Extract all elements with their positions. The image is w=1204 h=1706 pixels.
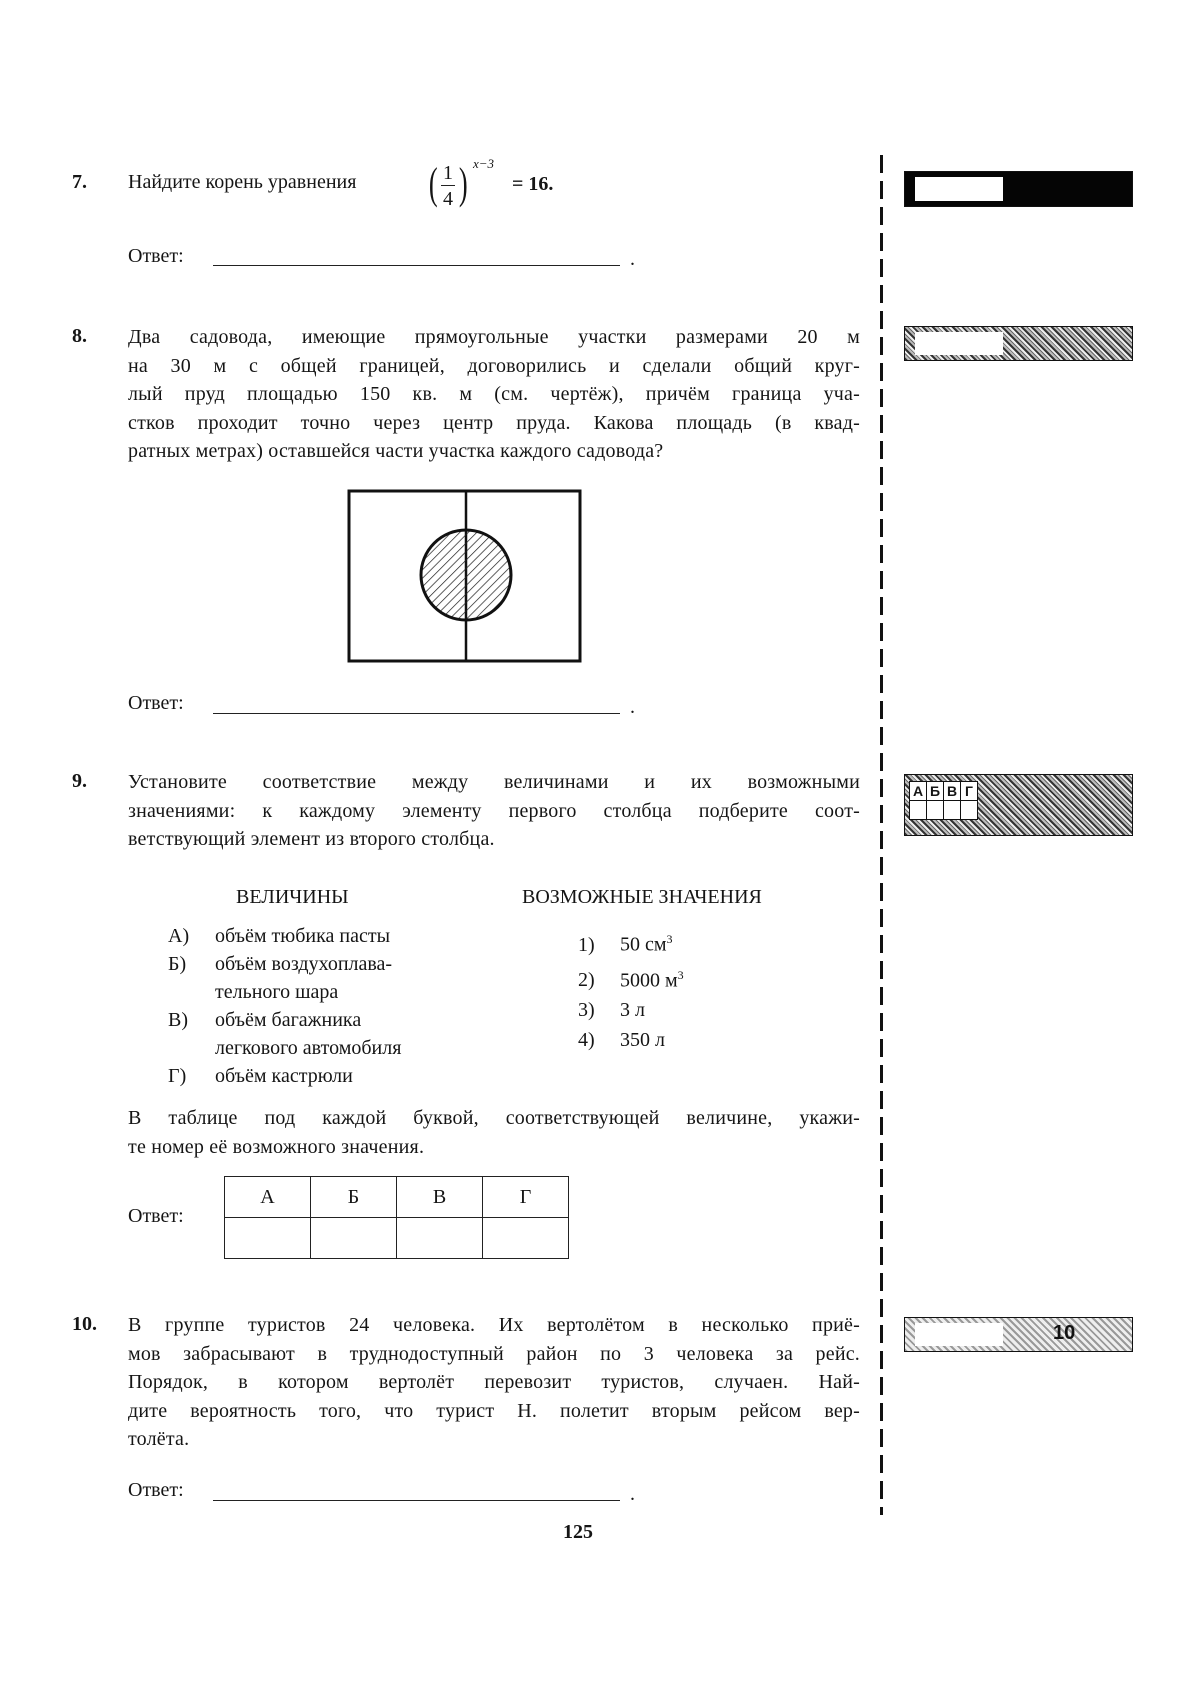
question-10-number: 10. <box>72 1313 97 1335</box>
answer-cell-g[interactable] <box>483 1218 569 1259</box>
quantities-list: А) объём тюбика пасты Б) объём воздухоплава- тельного шара В) объём багажника легкового автомобиля Г) объём кастрюли <box>168 922 401 1090</box>
quantity-item: А) объём тюбика пасты <box>168 925 391 947</box>
side-letter: Г <box>961 782 978 801</box>
text-line: мов забрасывают в труднодоступный район по 3 человека за рейс. <box>128 1342 860 1365</box>
text-line: Два садовода, имеющие прямоугольные участки размерами 20 м <box>128 326 860 348</box>
answer-cell-a[interactable] <box>225 1218 311 1259</box>
text-line: значениями: к каждому элементу первого столбца подберите соот- <box>128 799 860 822</box>
page-number: 125 <box>563 1521 593 1543</box>
table-header-b: Б <box>311 1177 397 1218</box>
table-header-v: В <box>397 1177 483 1218</box>
side-question-number: 10 <box>1053 1322 1076 1344</box>
answer-box-8[interactable] <box>904 326 1133 361</box>
cut-line <box>880 155 883 1515</box>
answer-box-9[interactable] <box>904 774 1133 836</box>
text-line: стков проходит точно через центр пруда. Какова площадь (в квад- <box>128 411 860 434</box>
quantities-header: ВЕЛИЧИНЫ <box>236 886 349 908</box>
pond-circle <box>421 530 511 620</box>
question-9-instruction <box>128 1104 860 1161</box>
values-list <box>578 924 684 1055</box>
text-line: дите вероятность того, что турист Н. полетит вторым рейсом вер- <box>128 1399 860 1422</box>
answer-cell-v[interactable] <box>397 1218 483 1259</box>
quantity-item: Г) объём кастрюли <box>168 1065 353 1087</box>
value-item: 1) 50 $см^3$ <box>578 932 673 956</box>
answer-box-7[interactable] <box>904 171 1133 207</box>
question-9-number: 9. <box>72 770 87 792</box>
text-line: ратных метрах) оставшейся части участка каждого садовода? <box>128 440 664 462</box>
question-7-answer-label: Ответ: <box>128 245 184 267</box>
question-10-answer-field[interactable] <box>213 1500 620 1501</box>
question-7-exponent: x−3 <box>473 156 495 171</box>
value-item: 2) 5000 $м^3$ <box>578 967 684 992</box>
value-item: 4) 350 л <box>578 1029 665 1052</box>
question-7-rhs: = 16. <box>512 173 554 195</box>
garden-plots-diagram <box>340 482 590 672</box>
text-line: на 30 м с общей границей, договорились и сделали общий круг- <box>128 354 860 377</box>
text-line: Порядок, в котором вертолёт перевозит туристов, случаен. Най- <box>128 1371 860 1393</box>
question-8-number: 8. <box>72 325 87 347</box>
table-header-a: А <box>225 1177 311 1218</box>
question-10-text <box>128 1311 860 1454</box>
text-line: толёта. <box>128 1428 190 1450</box>
answer-box-10[interactable] <box>904 1317 1133 1352</box>
answer-cell-b[interactable] <box>311 1218 397 1259</box>
text-line: лый пруд площадью 150 кв. м (см. чертёж), причём граница уча- <box>128 383 860 405</box>
side-letter: Б <box>927 782 944 801</box>
values-header: ВОЗМОЖНЫЕ ЗНАЧЕНИЯ <box>522 886 762 908</box>
fraction-denominator: 4 <box>443 188 453 210</box>
question-7-number: 7. <box>72 171 87 193</box>
question-10-answer-label: Ответ: <box>128 1479 184 1501</box>
question-8-answer-field[interactable] <box>213 713 620 714</box>
text-line: В таблице под каждой буквой, соответствующей величине, укажи- <box>128 1107 860 1129</box>
text-line: В группе туристов 24 человека. Их вертолётом в несколько приё- <box>128 1314 860 1336</box>
question-9-answer-label: Ответ: <box>128 1205 184 1227</box>
side-letter: В <box>944 782 961 801</box>
fraction-numerator: 1 <box>443 162 453 184</box>
text-line: Установите соответствие между величинами и их возможными <box>128 771 860 793</box>
side-letter: А <box>910 782 927 801</box>
quantity-item: В) объём багажника <box>168 1009 362 1031</box>
question-8-answer-label: Ответ: <box>128 692 184 714</box>
question-7-answer-field[interactable] <box>213 265 620 266</box>
value-item: 3) 3 л <box>578 999 645 1022</box>
question-7-text: Найдите корень уравнения <box>128 171 357 193</box>
text-line: те номер её возможного значения. <box>128 1135 425 1158</box>
table-header-g: Г <box>483 1177 569 1218</box>
question-8-text <box>128 323 860 466</box>
quantity-item: Б) объём воздухоплава- <box>168 953 393 975</box>
side-answer-grid <box>909 781 978 820</box>
question-7-fraction: ( 1 4 ) <box>428 159 468 210</box>
question-9-text <box>128 768 860 854</box>
question-9-answer-table <box>224 1176 569 1259</box>
text-line: ветствующий элемент из второго столбца. <box>128 828 495 850</box>
